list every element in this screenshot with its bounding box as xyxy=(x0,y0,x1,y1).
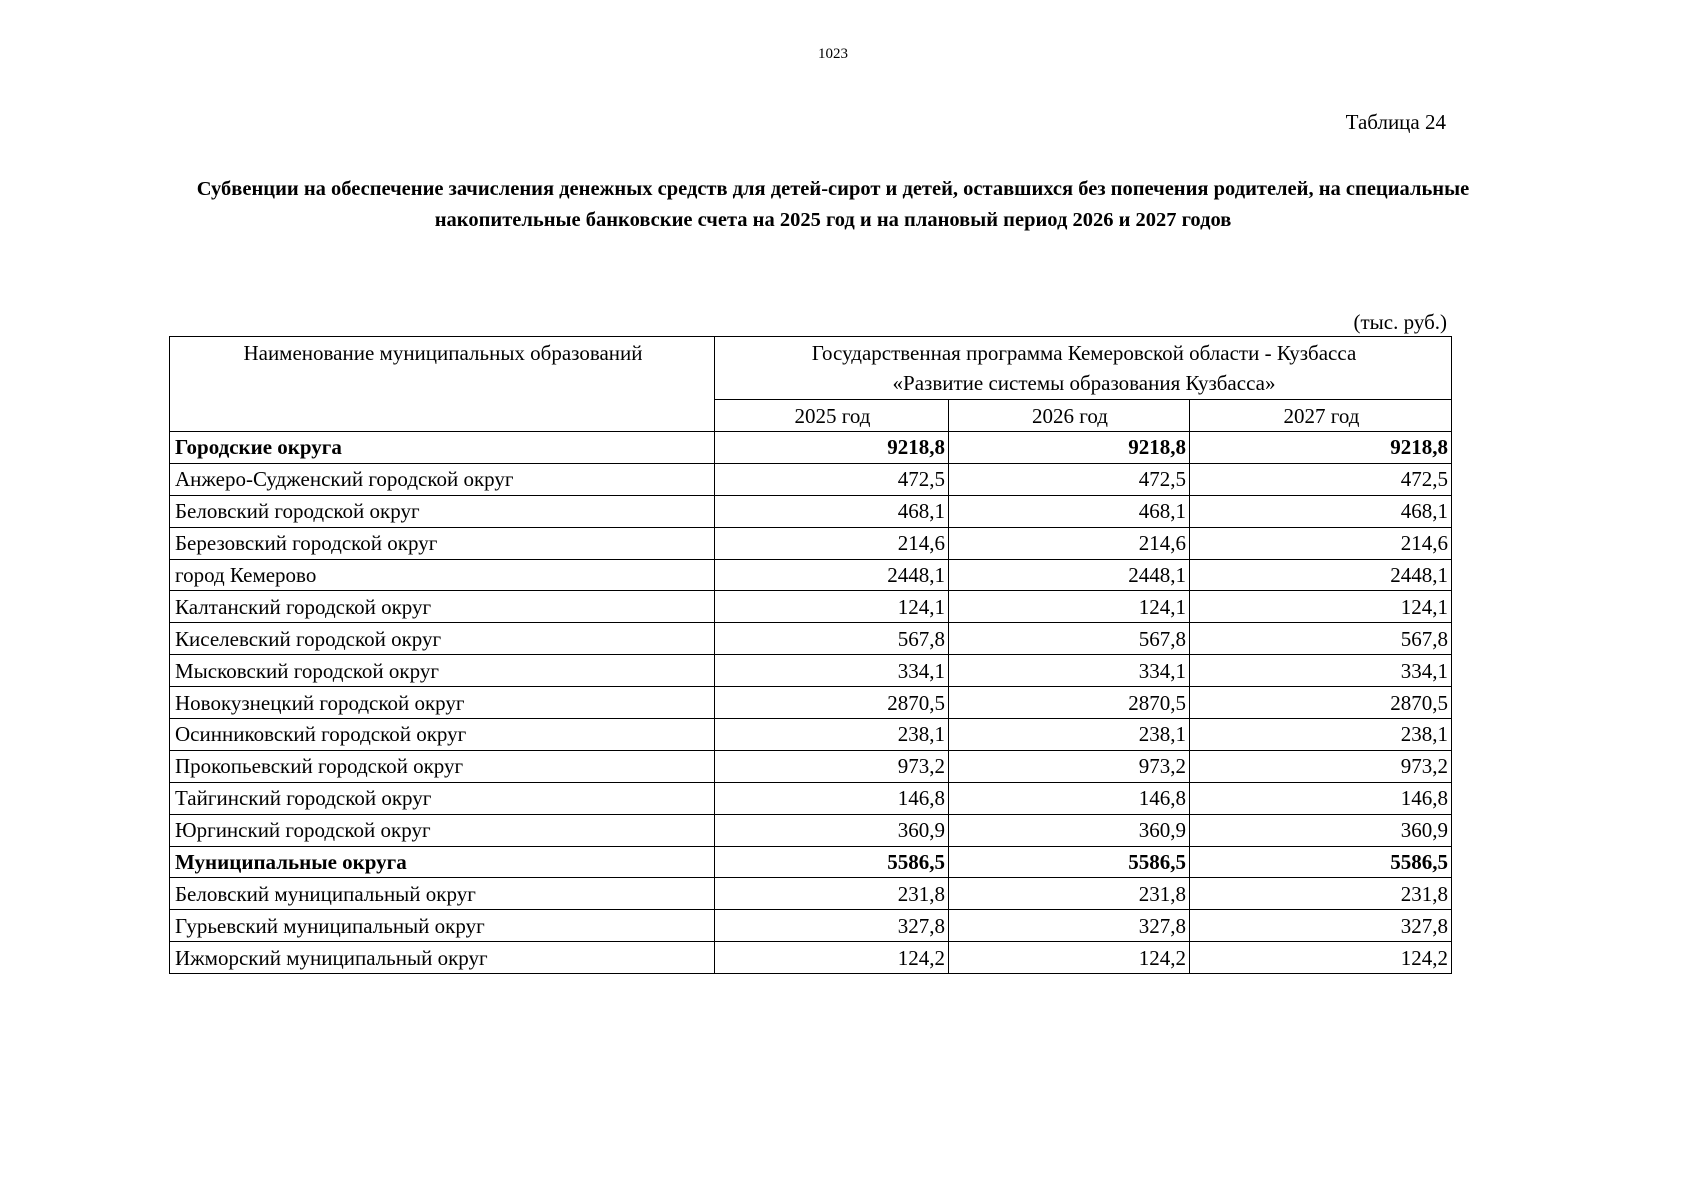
value-2026-cell: 9218,8 xyxy=(949,432,1190,464)
value-2026-cell: 334,1 xyxy=(949,655,1190,687)
page-number: 1023 xyxy=(818,46,848,62)
value-2025-cell: 146,8 xyxy=(715,782,949,814)
municipality-name-cell: Городские округа xyxy=(170,432,715,464)
value-2027-cell: 973,2 xyxy=(1190,750,1452,782)
document-title: Субвенции на обеспечение зачисления денежных средств для детей-сирот и детей, оставшихся без попечения родителей, на специальные накопительные банковские счета на 2025 год и на плановый период 2026 и 2027 годов xyxy=(196,178,1470,231)
municipality-name-cell: Калтанский городской округ xyxy=(170,591,715,623)
table-row xyxy=(170,655,1452,687)
header-program-line1: Государственная программа Кемеровской области - Кузбасса xyxy=(811,341,1357,365)
header-row-program xyxy=(170,337,1452,400)
value-2027-cell: 9218,8 xyxy=(1190,432,1452,464)
header-municipality-name: Наименование муниципальных образований xyxy=(170,337,715,432)
value-2026-cell: 124,2 xyxy=(949,942,1190,974)
value-2026-cell: 973,2 xyxy=(949,750,1190,782)
value-2025-cell: 124,2 xyxy=(715,942,949,974)
table-row xyxy=(170,910,1452,942)
header-year-2025: 2025 год xyxy=(715,400,949,432)
table-group-row xyxy=(170,846,1452,878)
municipality-name-cell: Новокузнецкий городской округ xyxy=(170,687,715,719)
header-year-2027: 2027 год xyxy=(1190,400,1452,432)
header-program-line2: «Развитие системы образования Кузбасса» xyxy=(892,371,1276,395)
value-2025-cell: 2448,1 xyxy=(715,559,949,591)
header-program xyxy=(715,337,1452,400)
municipality-name-cell: Беловский муниципальный округ xyxy=(170,878,715,910)
municipality-name-cell: Ижморский муниципальный округ xyxy=(170,942,715,974)
table-row xyxy=(170,623,1452,655)
municipality-name-cell: Тайгинский городской округ xyxy=(170,782,715,814)
value-2027-cell: 334,1 xyxy=(1190,655,1452,687)
value-2027-cell: 472,5 xyxy=(1190,463,1452,495)
value-2025-cell: 2870,5 xyxy=(715,687,949,719)
value-2027-cell: 567,8 xyxy=(1190,623,1452,655)
municipality-name-cell: Березовский городской округ xyxy=(170,527,715,559)
value-2027-cell: 146,8 xyxy=(1190,782,1452,814)
municipality-name-cell: Муниципальные округа xyxy=(170,846,715,878)
table-row xyxy=(170,559,1452,591)
value-2027-cell: 5586,5 xyxy=(1190,846,1452,878)
municipality-name-cell: Осинниковский городской округ xyxy=(170,719,715,751)
table-row xyxy=(170,495,1452,527)
value-2026-cell: 567,8 xyxy=(949,623,1190,655)
municipality-name-cell: Киселевский городской округ xyxy=(170,623,715,655)
value-2025-cell: 327,8 xyxy=(715,910,949,942)
table-group-row xyxy=(170,432,1452,464)
table-row xyxy=(170,750,1452,782)
municipality-name-cell: город Кемерово xyxy=(170,559,715,591)
value-2026-cell: 238,1 xyxy=(949,719,1190,751)
value-2026-cell: 231,8 xyxy=(949,878,1190,910)
table-body xyxy=(170,432,1452,974)
table-row xyxy=(170,782,1452,814)
value-2025-cell: 9218,8 xyxy=(715,432,949,464)
subsidies-table xyxy=(169,336,1452,974)
value-2027-cell: 238,1 xyxy=(1190,719,1452,751)
table-row xyxy=(170,527,1452,559)
value-2026-cell: 146,8 xyxy=(949,782,1190,814)
value-2026-cell: 360,9 xyxy=(949,814,1190,846)
value-2027-cell: 214,6 xyxy=(1190,527,1452,559)
value-2027-cell: 124,1 xyxy=(1190,591,1452,623)
table-row xyxy=(170,878,1452,910)
value-2027-cell: 231,8 xyxy=(1190,878,1452,910)
units-label: (тыс. руб.) xyxy=(1353,310,1447,334)
municipality-name-cell: Мысковский городской округ xyxy=(170,655,715,687)
value-2026-cell: 2870,5 xyxy=(949,687,1190,719)
value-2027-cell: 468,1 xyxy=(1190,495,1452,527)
municipality-name-cell: Юргинский городской округ xyxy=(170,814,715,846)
value-2027-cell: 360,9 xyxy=(1190,814,1452,846)
value-2025-cell: 238,1 xyxy=(715,719,949,751)
value-2026-cell: 124,1 xyxy=(949,591,1190,623)
table-row xyxy=(170,814,1452,846)
value-2025-cell: 5586,5 xyxy=(715,846,949,878)
value-2027-cell: 2448,1 xyxy=(1190,559,1452,591)
municipality-name-cell: Гурьевский муниципальный округ xyxy=(170,910,715,942)
municipality-name-cell: Прокопьевский городской округ xyxy=(170,750,715,782)
value-2025-cell: 360,9 xyxy=(715,814,949,846)
value-2025-cell: 973,2 xyxy=(715,750,949,782)
value-2026-cell: 472,5 xyxy=(949,463,1190,495)
value-2025-cell: 214,6 xyxy=(715,527,949,559)
value-2026-cell: 5586,5 xyxy=(949,846,1190,878)
value-2025-cell: 124,1 xyxy=(715,591,949,623)
value-2027-cell: 327,8 xyxy=(1190,910,1452,942)
value-2026-cell: 214,6 xyxy=(949,527,1190,559)
value-2026-cell: 468,1 xyxy=(949,495,1190,527)
value-2026-cell: 2448,1 xyxy=(949,559,1190,591)
table-row xyxy=(170,591,1452,623)
table-caption: Таблица 24 xyxy=(1345,110,1446,134)
value-2027-cell: 2870,5 xyxy=(1190,687,1452,719)
header-year-2026: 2026 год xyxy=(949,400,1190,432)
municipality-name-cell: Анжеро-Судженский городской округ xyxy=(170,463,715,495)
table-header xyxy=(170,337,1452,432)
value-2025-cell: 567,8 xyxy=(715,623,949,655)
value-2027-cell: 124,2 xyxy=(1190,942,1452,974)
table-row xyxy=(170,463,1452,495)
value-2025-cell: 334,1 xyxy=(715,655,949,687)
table-row xyxy=(170,942,1452,974)
table-row xyxy=(170,719,1452,751)
table-row xyxy=(170,687,1452,719)
value-2025-cell: 468,1 xyxy=(715,495,949,527)
value-2025-cell: 472,5 xyxy=(715,463,949,495)
value-2025-cell: 231,8 xyxy=(715,878,949,910)
value-2026-cell: 327,8 xyxy=(949,910,1190,942)
municipality-name-cell: Беловский городской округ xyxy=(170,495,715,527)
